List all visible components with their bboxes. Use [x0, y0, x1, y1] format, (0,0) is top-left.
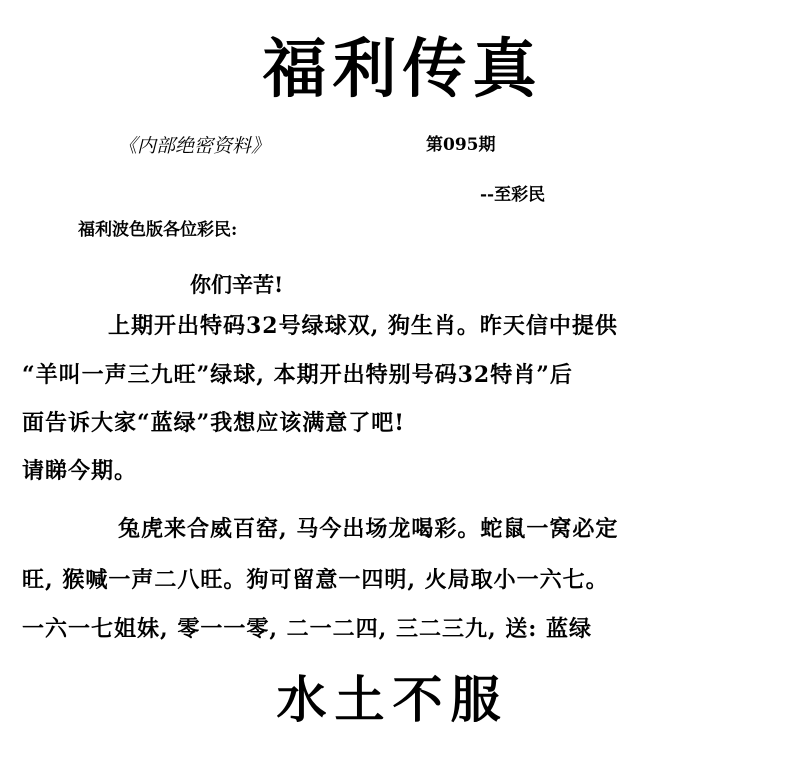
paragraph2-line1: 兔虎来合威百窑, 马今出场龙喝彩。蛇鼠一窝必定	[118, 516, 619, 542]
salutation: 福利波色版各位彩民:	[78, 220, 238, 240]
paragraph2-line2: 旺, 猴喊一声二八旺。狗可留意一四明, 火局取小一六七。	[22, 567, 609, 593]
greeting: 你们辛苦!	[190, 272, 284, 297]
issue-number: 第095期	[426, 135, 496, 155]
paragraph1-line4: 请睇今期。	[22, 458, 138, 484]
paragraph1-line1: 上期开出特码32号绿球双, 狗生肖。昨天信中提供	[108, 313, 618, 339]
paragraph2-line3: 一六一七姐妹, 零一一零, 二一二四, 三二三九, 送: 蓝绿	[22, 616, 593, 642]
sender-line: --至彩民	[480, 185, 546, 205]
paragraph1-line2: “羊叫一声三九旺”绿球, 本期开出特别号码32特肖”后	[22, 362, 573, 388]
document-subtitle: 《内部绝密资料》	[118, 135, 271, 157]
paragraph1-line3: 面告诉大家“蓝绿”我想应该满意了吧!	[22, 410, 405, 436]
footer-slogan: 水土不服	[276, 670, 509, 729]
document-title: 福利传真	[262, 32, 543, 107]
